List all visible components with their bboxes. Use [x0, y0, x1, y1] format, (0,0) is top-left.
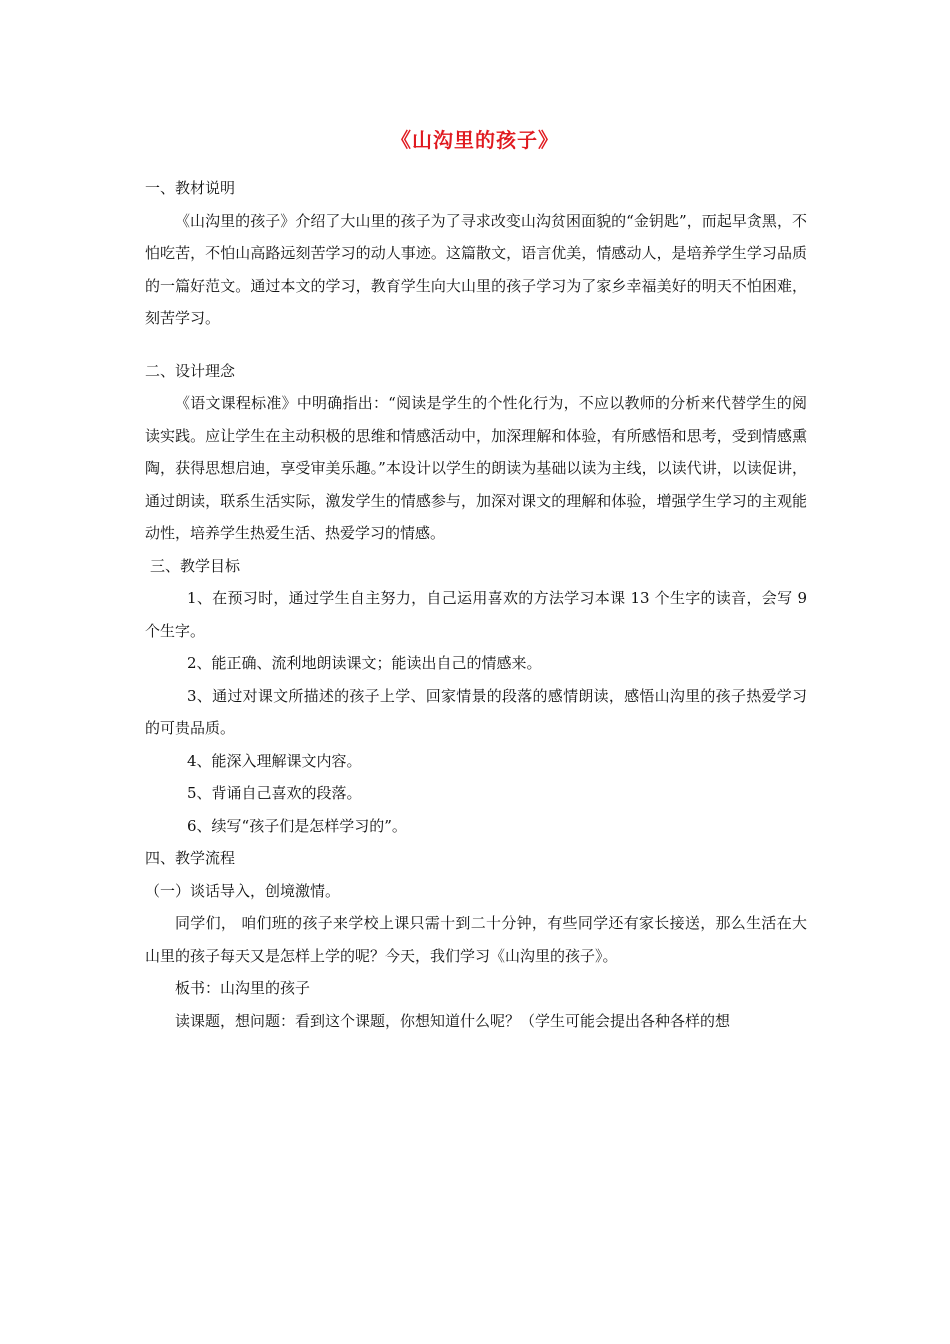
board-note: 板书：山沟里的孩子 [175, 979, 311, 997]
goal-item: 5、背诵自己喜欢的段落。 [187, 784, 362, 802]
process-paragraph-continued: 读课题，想问题：看到这个课题，你想知道什么呢？（学生可能会提出各种各样的想 [175, 1011, 731, 1030]
goal-item: 4、能深入理解课文内容。 [187, 751, 362, 770]
goal-item: 2、能正确、流利地朗读课文；能读出自己的情感来。 [187, 654, 542, 672]
section-heading-goals: 三、教学目标 [150, 556, 241, 575]
document-title: 《山沟里的孩子》 [391, 128, 559, 152]
goal-item: 1、在预习时，通过学生自主努力，自己运用喜欢的方法学习本课 13 个生字的读音，会写 9 个生字。 [145, 589, 807, 640]
spacer [145, 335, 807, 355]
subsection-heading: （一）谈话导入，创境激情。 [145, 881, 341, 900]
materials-paragraph: 《山沟里的孩子》介绍了大山里的孩子为了寻求改变山沟贫困面貌的“金钥匙”，而起早贪黑，不怕吃苦，不怕山高路远刻苦学习的动人事迹。这篇散文，语言优美，情感动人，是培养学生学习品质的一篇好范文。通过本文的学习，教育学生向大山里的孩子学习为了家乡幸福美好的明天不怕困难，刻苦学习。 [145, 211, 807, 327]
document-body [145, 172, 807, 1037]
process-paragraph: 同学们， 咱们班的孩子来学校上课只需十到二十分钟，有些同学还有家长接送，那么生活在大山里的孩子每天又是怎样上学的呢？今天，我们学习《山沟里的孩子》。 [145, 914, 807, 965]
design-paragraph: 《语文课程标准》中明确指出：“阅读是学生的个性化行为，不应以教师的分析来代替学生的阅读实践。应让学生在主动积极的思维和情感活动中，加深理解和体验，有所感悟和思考，受到情感熏陶，获得思想启迪，享受审美乐趣。”本设计以学生的朗读为基础以读为主线，以读代讲，以读促讲，通过朗读，联系生活实际，激发学生的情感参与，加深对课文的理解和体验，增强学生学习的主观能动性，培养学生热爱生活、热爱学习的情感。 [145, 394, 807, 542]
goal-item: 3、通过对课文所描述的孩子上学、回家情景的段落的感情朗读，感悟山沟里的孩子热爱学习的可贵品质。 [145, 686, 807, 737]
section-heading-process: 四、教学流程 [145, 849, 236, 867]
section-heading-materials: 一、教材说明 [145, 179, 236, 197]
section-heading-design: 二、设计理念 [145, 361, 236, 380]
goal-item: 6、续写“孩子们是怎样学习的”。 [187, 816, 407, 835]
